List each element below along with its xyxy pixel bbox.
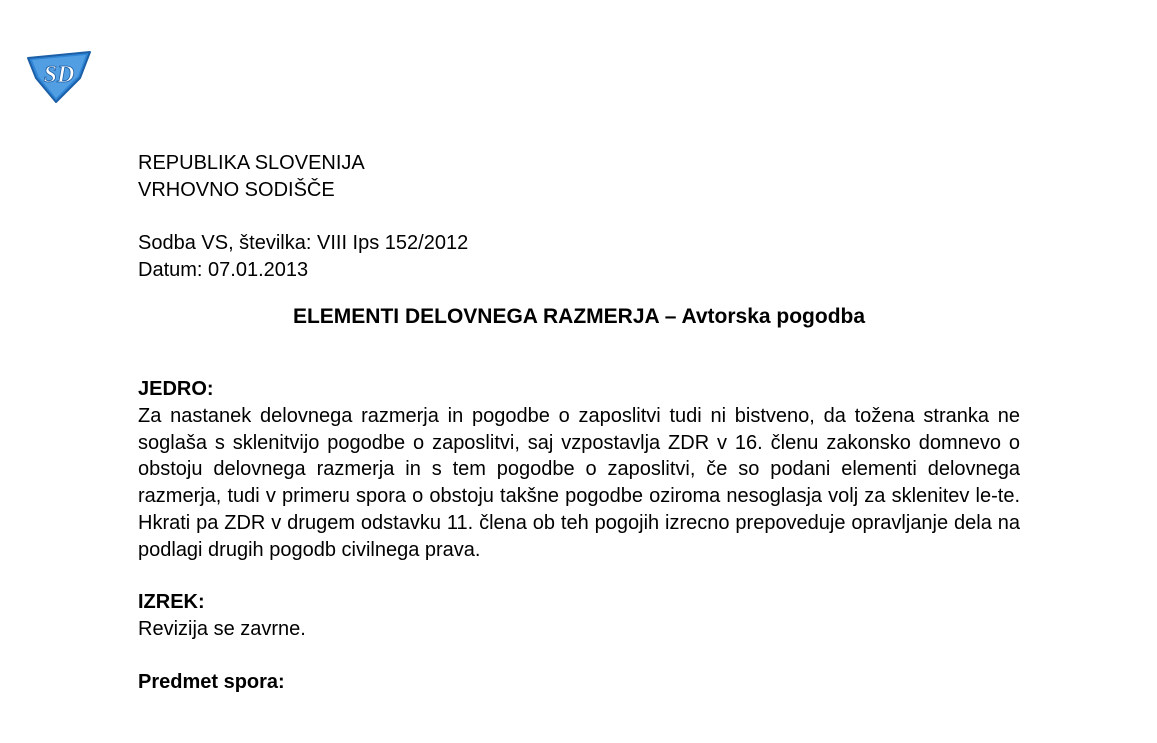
court-name: VRHOVNO SODIŠČE	[138, 179, 335, 201]
document-page	[138, 150, 1020, 696]
court-logo	[22, 48, 96, 104]
document-title: ELEMENTI DELOVNEGA RAZMERJA – Avtorska pogodba	[292, 305, 866, 328]
section-heading-jedro: JEDRO:	[138, 378, 214, 400]
court-shield-logo-icon	[22, 48, 96, 104]
section-text-jedro: Za nastanek delovnega razmerja in pogodbe o zaposlitvi tudi ni bistveno, da tožena stranka ne soglaša s sklenitvijo pogodbe o zaposlitvi, saj vzpostavlja ZDR v 16. členu zakonsko domnevo o obstoju delovnega razmerja in s tem pogodbe o zaposlitvi, če so podani elementi delovnega razmerja, tudi v primeru spora o obstoju takšne pogodbe oziroma nesoglasja volj za sklenitev le-te. Hkrati pa ZDR v drugem odstavku 11. člena ob teh pogojih izrecno prepoveduje opravljanje dela na podlagi drugih pogodb civilnega prava.	[138, 405, 1020, 561]
country-name: REPUBLIKA SLOVENIJA	[138, 152, 365, 174]
decision-date: Datum: 07.01.2013	[138, 259, 309, 281]
section-heading-izrek: IZREK:	[138, 591, 205, 614]
section-text-izrek: Revizija se zavrne.	[138, 618, 306, 641]
logo-mark-text: SD	[43, 62, 75, 88]
case-number: Sodba VS, številka: VIII Ips 152/2012	[138, 232, 469, 254]
section-heading-predmet: Predmet spora:	[138, 671, 285, 694]
